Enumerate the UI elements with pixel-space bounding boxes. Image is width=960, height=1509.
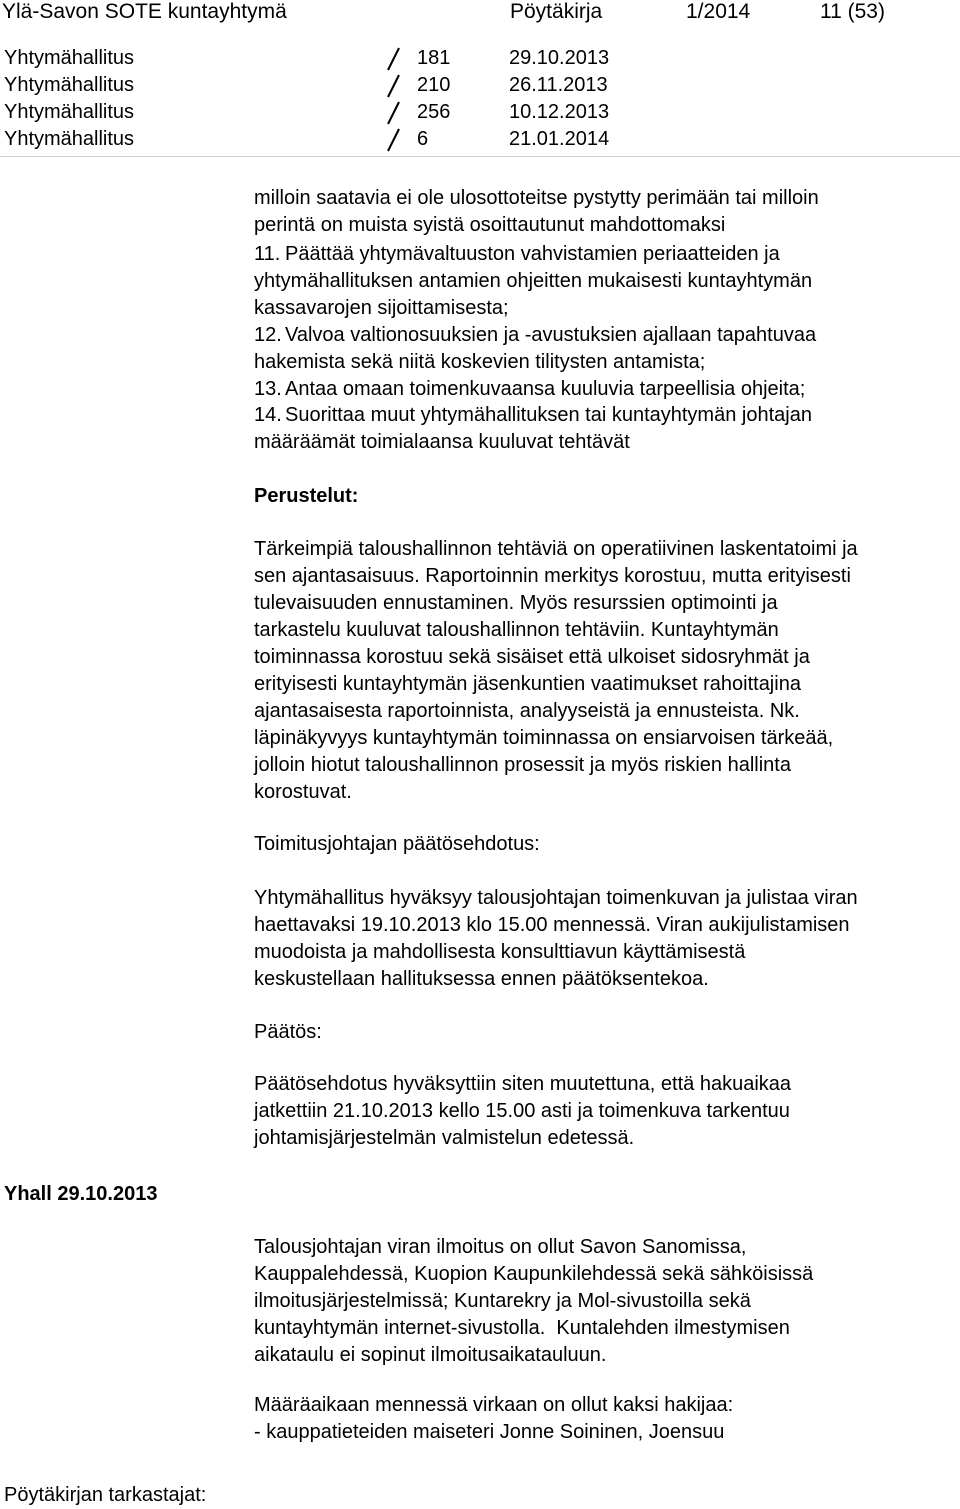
meeting-section: 6 [417,128,429,150]
meeting-section: 181 [417,47,451,69]
duty-line: Valvoa valtionosuuksien ja -avustuksien ajallaan tapahtuvaa [285,324,817,346]
reviewers-label: Pöytäkirjan tarkastajat: [4,1484,207,1506]
announcement-paragraph: Talousjohtajan viran ilmoitus on ollut Savon Sanomissa, Kauppalehdessä, Kuopion Kaupunkilehdessä sekä sähköisissä ilmoitusjärjestelmissä; Kuntarekry ja Mol-sivustoilla sekä kuntayhtymän internet-sivustolla. Kuntalehden ilmestymisen aikataulu ei sopinut ilmoitusaikatauluun. [254,1236,814,1366]
meeting-section: 256 [417,101,451,123]
duty-number: 14. [254,404,282,426]
duty-line: yhtymähallituksen antamien ohjeitten mukaisesti kuntayhtymän [254,270,813,292]
duties-continued-line: perintä on muista syistä osoittautunut mahdottomaksi [254,214,726,236]
document-number: 1/2014 [686,0,751,23]
meeting-date: 29.10.2013 [509,47,610,69]
section-sign-icon [386,74,402,98]
duty-line: hakemista sekä niitä koskevien tilitysten antamista; [254,351,706,373]
meeting-date: 26.11.2013 [509,74,608,96]
duties-continued-line: milloin saatavia ei ole ulosottoteitse pystytty perimään tai milloin [254,187,819,209]
meeting-body: Yhtymähallitus [4,128,135,150]
meeting-section: 210 [417,74,451,96]
proposal-heading: Toimitusjohtajan päätösehdotus: [254,833,540,855]
duty-line: Antaa omaan toimenkuvaansa kuuluvia tarpeellisia ohjeita; [285,378,806,400]
meeting-body: Yhtymähallitus [4,47,135,69]
perustelut-paragraph: Tärkeimpiä taloushallinnon tehtäviä on operatiivinen laskentatoimi ja sen ajantasaisuus. Raportoinnin merkitys korostuu, mutta erityisesti tulevaisuuden ennustaminen. Myös resurssien optimointi ja tarkastelu kuuluvat taloushallinnon tehtäviin. Kuntayhtymän toiminnassa korostuu sekä sisäiset että ulkoiset sidosryhmät ja erityisesti kuntayhtymän jäsenkuntien vaatimukset rahoittajina ajantasaisesta raportoinnista, analyyseistä ja ennusteista. Nk. läpinäkyvyys kuntayhtymän toiminnassa on ensiarvoisen tärkeää, jolloin hiotut taloushallinnon prosessit ja myös riskien hallinta korostuvat. [254,538,858,803]
decision-paragraph: Päätösehdotus hyväksyttiin siten muutettuna, että hakuaikaa jatkettiin 21.10.2013 kello 15.00 asti ja toimenkuva tarkentuu johtamisjärjestelmän valmistelun edetessä. [254,1073,792,1149]
duty-line: Päättää yhtymävaltuuston vahvistamien periaatteiden ja [285,243,780,265]
page-number: 11 (53) [820,0,885,23]
perustelut-heading: Perustelut: [254,485,359,507]
duty-number: 11. [254,243,281,265]
section-sign-icon [386,47,402,71]
duty-line: kassavarojen sijoittamisesta; [254,297,509,319]
meeting-date: 10.12.2013 [509,101,610,123]
meeting-body: Yhtymähallitus [4,101,135,123]
proposal-paragraph: Yhtymähallitus hyväksyy talousjohtajan toimenkuvan ja julistaa viran haettavaksi 19.10.2013 klo 15.00 mennessä. Viran aukijulistamisen muodoista ja mahdollisesta konsulttiavun käyttämisestä keskustellaan hallituksessa ennen päätöksentekoa. [254,887,858,990]
header-divider [0,156,960,157]
decision-heading: Päätös: [254,1021,322,1043]
duty-number: 12. [254,324,282,346]
duty-number: 13. [254,378,282,400]
meeting-date: 21.01.2014 [509,128,610,150]
meeting-body: Yhtymähallitus [4,74,135,96]
organization-name: Ylä-Savon SOTE kuntayhtymä [2,0,287,23]
document-type: Pöytäkirja [510,0,603,23]
section-sign-icon [386,128,402,152]
applicants-paragraph: Määräaikaan mennessä virkaan on ollut kaksi hakijaa: - kauppatieteiden maiseteri Jonne Soininen, Joensuu [254,1394,734,1443]
meeting-date-label: Yhall 29.10.2013 [4,1183,158,1205]
duty-line: Suorittaa muut yhtymähallituksen tai kuntayhtymän johtajan [285,404,812,426]
section-sign-icon [386,101,402,125]
duty-line: määräämät toimialaansa kuuluvat tehtävät [254,431,630,453]
